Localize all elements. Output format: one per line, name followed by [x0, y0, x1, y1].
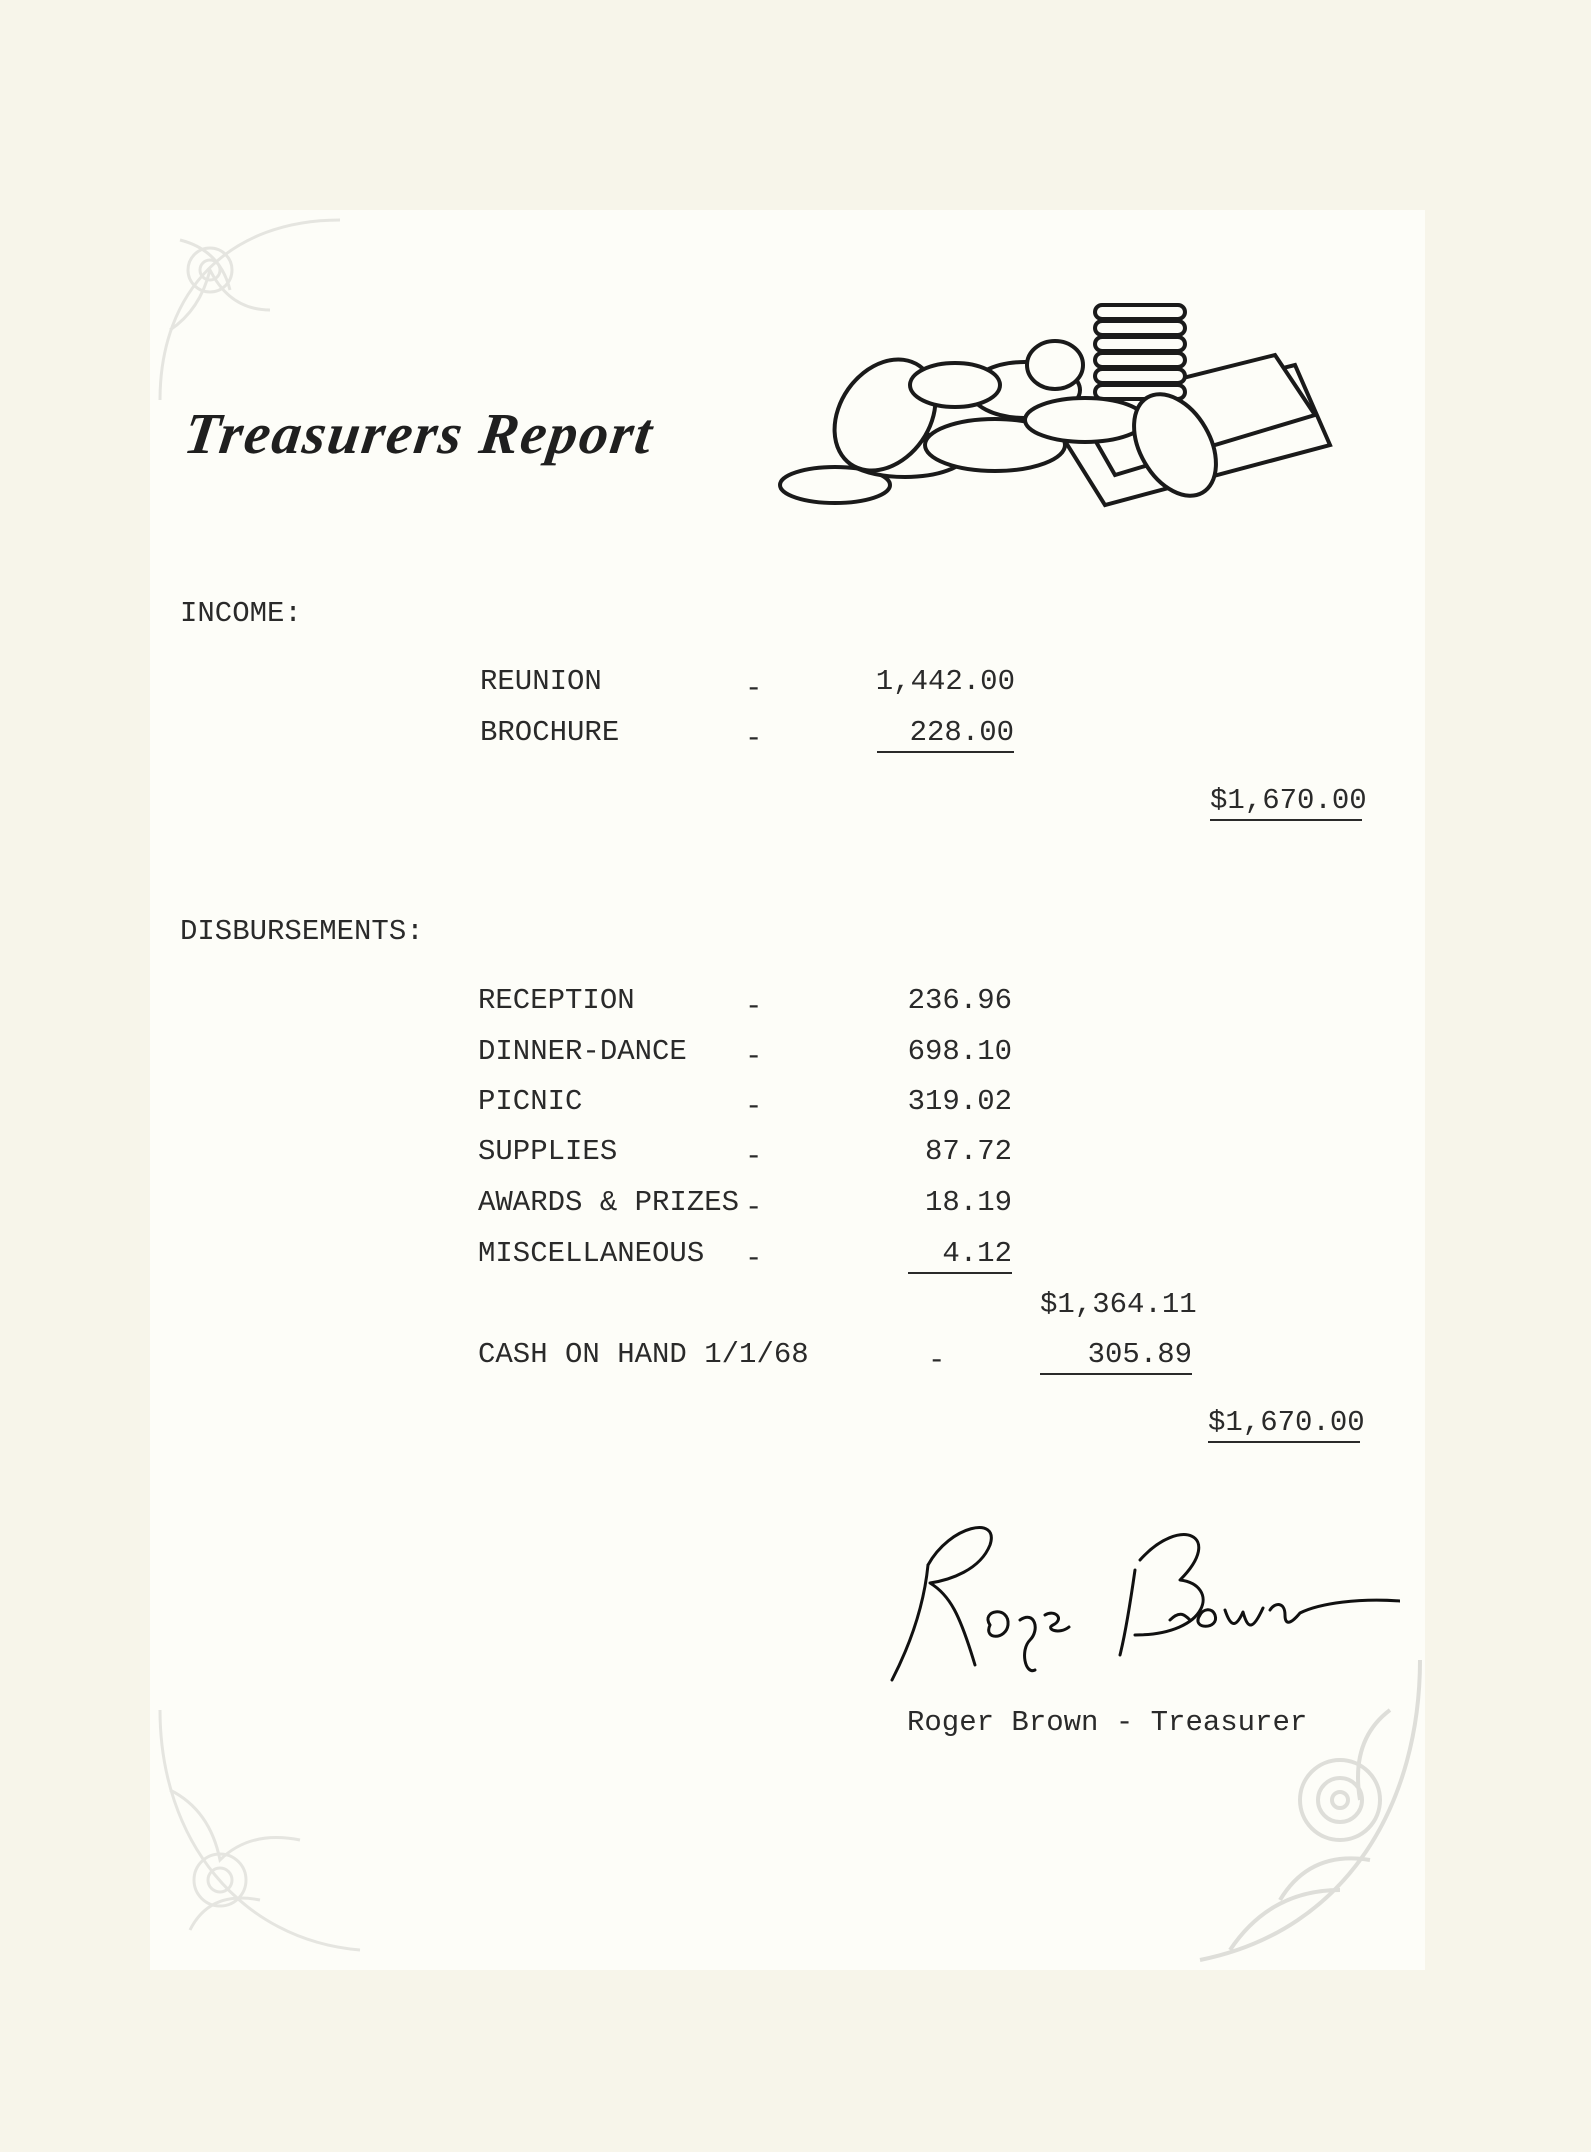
printed-signature: Roger Brown - Treasurer	[907, 1706, 1308, 1739]
disbursement-item-dash: -	[745, 1191, 763, 1224]
disbursement-item-label: PICNIC	[478, 1085, 583, 1118]
income-heading: INCOME:	[180, 597, 302, 630]
income-item-dash: -	[745, 722, 763, 755]
disbursement-item-dash: -	[745, 1090, 763, 1123]
disbursement-item-label: RECEPTION	[478, 984, 635, 1017]
income-item-dash: -	[745, 672, 763, 705]
disbursements-total: $1,670.00	[1208, 1406, 1360, 1443]
income-item-amount: 1,442.00	[875, 665, 1015, 698]
income-item-amount: 228.00	[877, 716, 1014, 753]
cash-on-hand-dash: -	[928, 1344, 946, 1377]
floral-ornament-icon	[1190, 1650, 1430, 1970]
disbursement-item-dash: -	[745, 1140, 763, 1173]
disbursement-item-label: SUPPLIES	[478, 1135, 618, 1168]
disbursement-item-label: AWARDS & PRIZES	[478, 1186, 740, 1219]
disbursement-item-amount: 698.10	[907, 1035, 1012, 1068]
floral-ornament-icon	[150, 1700, 370, 1960]
disbursement-item-amount: 236.96	[907, 984, 1012, 1017]
coins-and-money-illustration-icon	[775, 295, 1345, 525]
cash-on-hand-amount: 305.89	[1040, 1338, 1192, 1375]
disbursement-item-amount: 319.02	[907, 1085, 1012, 1118]
income-total: $1,670.00	[1210, 784, 1362, 821]
disbursements-subtotal: $1,364.11	[1040, 1288, 1197, 1321]
floral-ornament-icon	[150, 210, 350, 410]
disbursement-item-label: MISCELLANEOUS	[478, 1237, 705, 1270]
disbursement-item-label: DINNER-DANCE	[478, 1035, 687, 1068]
handwritten-signature	[880, 1505, 1400, 1690]
page-title: Treasurers Report	[180, 401, 659, 466]
disbursement-item-dash: -	[745, 990, 763, 1023]
income-item-label: BROCHURE	[480, 716, 620, 749]
disbursement-item-dash: -	[745, 1040, 763, 1073]
disbursement-item-amount: 18.19	[924, 1186, 1012, 1219]
income-item-label: REUNION	[480, 665, 602, 698]
disbursement-item-dash: -	[745, 1242, 763, 1275]
disbursements-heading: DISBURSEMENTS:	[180, 915, 424, 948]
cash-on-hand-label: CASH ON HAND 1/1/68	[478, 1338, 809, 1371]
disbursement-item-amount: 87.72	[924, 1135, 1012, 1168]
disbursement-item-amount: 4.12	[908, 1237, 1012, 1274]
